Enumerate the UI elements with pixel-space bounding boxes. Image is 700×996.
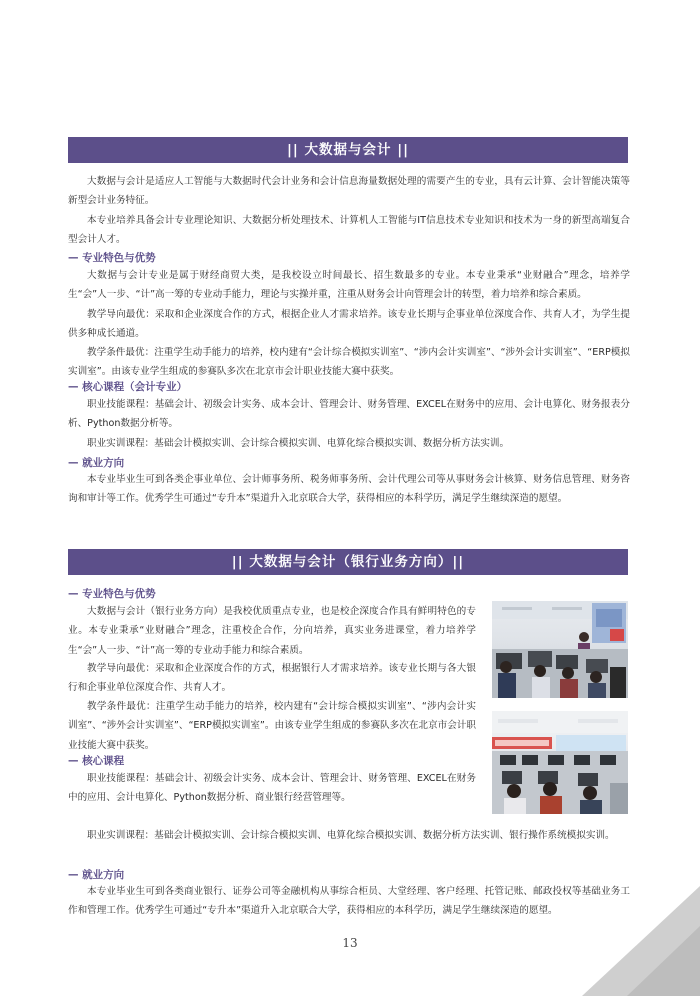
section2-title-banner: || 大数据与会计（银行业务方向）|| xyxy=(68,549,628,575)
section2-courses-para-1: 职业技能课程：基础会计、初级会计实务、成本会计、管理会计、财务管理、EXCEL在财务中的应用、会计电算化、Python数据分析、商业银行经营管理等。 xyxy=(68,773,476,804)
section1-courses-para-1: 职业技能课程：基础会计、初级会计实务、成本会计、管理会计、财务管理、EXCEL在财务中的应用、会计电算化、财务报表分析、Python数据分析等。 xyxy=(68,399,630,430)
section2-features-para-1: 大数据与会计（银行业务方向）是我校优质重点专业，也是校企深度合作具有鲜明特色的专业。本专业秉承“业财融合”理念，注重校企合作，分向培养，真实业务进课堂，着力培养学生“会”人一步、“计”高一筹的专业动手能力和综合素质。 xyxy=(68,606,476,656)
page-number: 13 xyxy=(342,936,358,950)
section2-features-para-3: 教学条件最优：注重学生动手能力的培养，校内建有“会计综合模拟实训室”、“涉内会计实训室”、“涉外会计实训室”、“ERP模拟实训室”。由该专业学生组成的参赛队多次在北京市会计职业技能大赛中获奖。 xyxy=(68,701,476,751)
section1-title-banner: || 大数据与会计 || xyxy=(68,137,628,163)
classroom-photo-2 xyxy=(492,711,628,814)
section2-career-para-1: 本专业毕业生可到各类商业银行、证券公司等金融机构从事综合柜员、大堂经理、客户经理、托管记账、邮政投权等基础业务工作和管理工作。优秀学生可通过“专升本”渠道升入北京联合大学，获得相应的本科学历，满足学生继续深造的愿望。 xyxy=(68,886,630,917)
section1-intro-2: 本专业培养具备会计专业理论知识、大数据分析处理技术、计算机人工智能与IT信息技术专业知识和技术为一身的新型高端复合型会计人才。 xyxy=(68,215,630,246)
classroom-photo-1 xyxy=(492,601,628,698)
section1-career-heading: — 就业方向 xyxy=(68,457,125,469)
section2-courses-para-2: 职业实训课程：基础会计模拟实训、会计综合模拟实训、电算化综合模拟实训、数据分析方法实训、银行操作系统模拟实训。 xyxy=(87,830,615,841)
section1-features-para-3: 教学条件最优：注重学生动手能力的培养，校内建有“会计综合模拟实训室”、“涉内会计实训室”、“涉外会计实训室”、“ERP模拟实训室”。由该专业学生组成的参赛队多次在北京市会计职业技能大赛中获奖。 xyxy=(68,347,630,378)
section2-features-heading: — 专业特色与优势 xyxy=(68,588,156,600)
section2-courses-heading: — 核心课程 xyxy=(68,755,125,767)
section1-features-para-2: 教学导向最优：采取和企业深度合作的方式，根据企业人才需求培养。该专业长期与企事业单位深度合作、共育人才，为学生提供多种成长通道。 xyxy=(68,309,630,340)
section1-intro-1: 大数据与会计是适应人工智能与大数据时代会计业务和会计信息海量数据处理的需要产生的专业，具有云计算、会计智能决策等新型会计业务特征。 xyxy=(68,176,630,207)
section2-career-heading: — 就业方向 xyxy=(68,869,125,881)
section1-features-heading: — 专业特色与优势 xyxy=(68,252,156,264)
section1-features-para-1: 大数据与会计专业是属于财经商贸大类，是我校设立时间最长、招生数最多的专业。本专业秉承“业财融合”理念，培养学生“会”人一步、“计”高一筹的专业动手能力，理论与实操并重，注重从财务会计向管理会计的转型，着力培养和综合素质。 xyxy=(68,270,630,301)
section1-career-para-1: 本专业毕业生可到各类企事业单位、会计师事务所、税务师事务所、会计代理公司等从事财务会计核算、财务信息管理、财务咨询和审计等工作。优秀学生可通过“专升本”渠道升入北京联合大学，获得相应的本科学历，满足学生继续深造的愿望。 xyxy=(68,474,630,505)
corner-decoration xyxy=(582,886,700,996)
section1-courses-heading: — 核心课程（会计专业） xyxy=(68,381,188,393)
section2-features-para-2: 教学导向最优：采取和企业深度合作的方式，根据银行人才需求培养。该专业长期与各大银行和企事业单位深度合作、共育人才。 xyxy=(68,663,476,694)
section1-courses-para-2: 职业实训课程：基础会计模拟实训、会计综合模拟实训、电算化综合模拟实训、数据分析方法实训。 xyxy=(87,438,510,449)
